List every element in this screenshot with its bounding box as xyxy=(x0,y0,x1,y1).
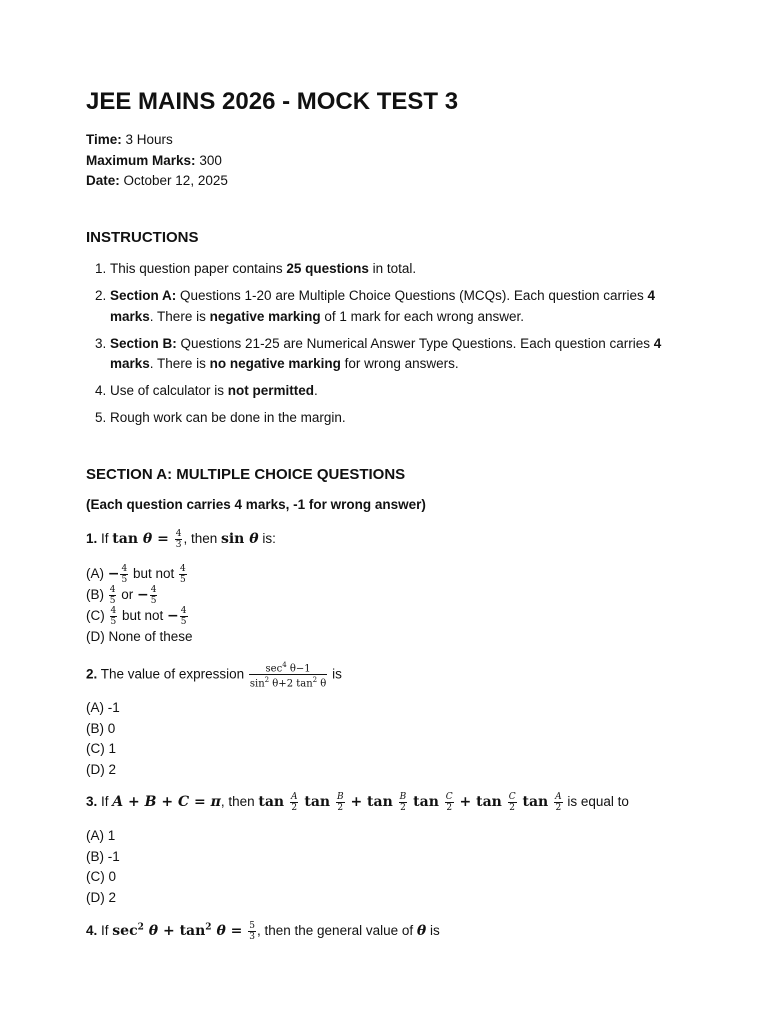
instructions-title: INSTRUCTIONS xyxy=(86,229,199,246)
option-a: (A) − $\frac{4}{5}$ but not $\frac{4}{5}$ xyxy=(86,564,186,585)
option-b: (B) -1 xyxy=(86,848,120,864)
question-1: 1. If tan θ = $\frac{4}{3}$ , then sin θ is: xyxy=(86,529,276,550)
section-a-note: (Each question carries 4 marks, -1 for wrong answer) xyxy=(86,497,426,512)
marks-row: Maximum Marks: 300 xyxy=(86,152,222,168)
question-2-options xyxy=(86,698,120,780)
option-d: (D) 2 xyxy=(86,889,116,905)
option-d: (D) 2 xyxy=(86,761,116,777)
instructions-list xyxy=(86,259,685,435)
date-row: Date: October 12, 2025 xyxy=(86,173,228,188)
question-4: 4. If $\sec^2 \theta + \tan^2 \theta$ = $\frac{5}{3}$ , then the general value of θ is xyxy=(86,921,440,942)
option-c: (C) 0 xyxy=(86,869,116,884)
instruction-item: 2. Section A: Questions 1-20 are Multiple Choice Questions (MCQs). Each question carries 4 marks. There is negative marking of 1 mark for each wrong answer. xyxy=(110,286,685,327)
option-c: (C) $\frac{4}{5}$ but not − $\frac{4}{5}$ xyxy=(86,606,187,627)
page-title: JEE MAINS 2026 - MOCK TEST 3 xyxy=(86,88,459,115)
option-c: (C) 1 xyxy=(86,741,116,756)
option-b: (B) 0 xyxy=(86,720,116,736)
instruction-item: 1. This question paper contains 25 questions in total. xyxy=(110,259,685,280)
section-a-title: SECTION A: MULTIPLE CHOICE QUESTIONS xyxy=(86,466,406,483)
instruction-item: 3. Section B: Questions 21-25 are Numerical Answer Type Questions. Each question carries 4 marks. There is no negative marking for wrong answers. xyxy=(110,334,685,375)
instruction-item: 5. Rough work can be done in the margin. xyxy=(110,408,685,429)
option-a: (A) -1 xyxy=(86,700,120,715)
instruction-item: 4. Use of calculator is not permitted. xyxy=(110,381,685,402)
exam-meta xyxy=(86,130,228,192)
option-b: (B) $\frac{4}{5}$ or − $\frac{4}{5}$ xyxy=(86,585,157,606)
question-2: 2. The value of expression $\frac{\sec^4 \theta-1}{\sin^2 \theta+2 \tan^2 \theta}$ is xyxy=(86,661,342,690)
time-row: Time: 3 Hours xyxy=(86,132,173,147)
question-1-options xyxy=(86,564,193,648)
option-a: (A) 1 xyxy=(86,828,116,843)
option-d: (D) None of these xyxy=(86,629,193,644)
question-3-options xyxy=(86,826,120,908)
question-3: 3. If A + B + C = π, then tan $\frac{A}{2}$ tan $\frac{B}{2}$ + tan $\frac{B}{2}$ tan $\frac{C}{2}$ + tan $\frac{C}{2}$ tan $\frac{A}{2}$ is equal to xyxy=(86,792,629,813)
